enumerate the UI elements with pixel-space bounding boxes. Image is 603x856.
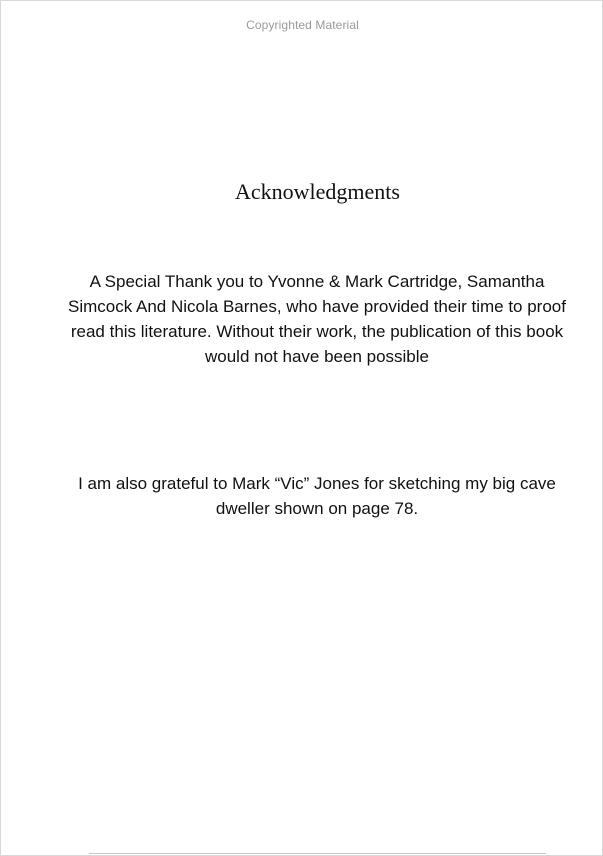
footer-divider xyxy=(89,853,546,854)
acknowledgment-paragraph-2: I am also grateful to Mark “Vic” Jones for sketching my big cave dweller shown on page 78. xyxy=(78,474,556,518)
acknowledgment-paragraph-1: A Special Thank you to Yvonne & Mark Cartridge, Samantha Simcock And Nicola Barnes, who have provided their time to proof read this literature. Without their work, the publication of this book would not have been possible xyxy=(68,272,566,366)
copyright-watermark: Copyrighted Material xyxy=(246,18,359,32)
page-title: Acknowledgments xyxy=(235,179,400,204)
